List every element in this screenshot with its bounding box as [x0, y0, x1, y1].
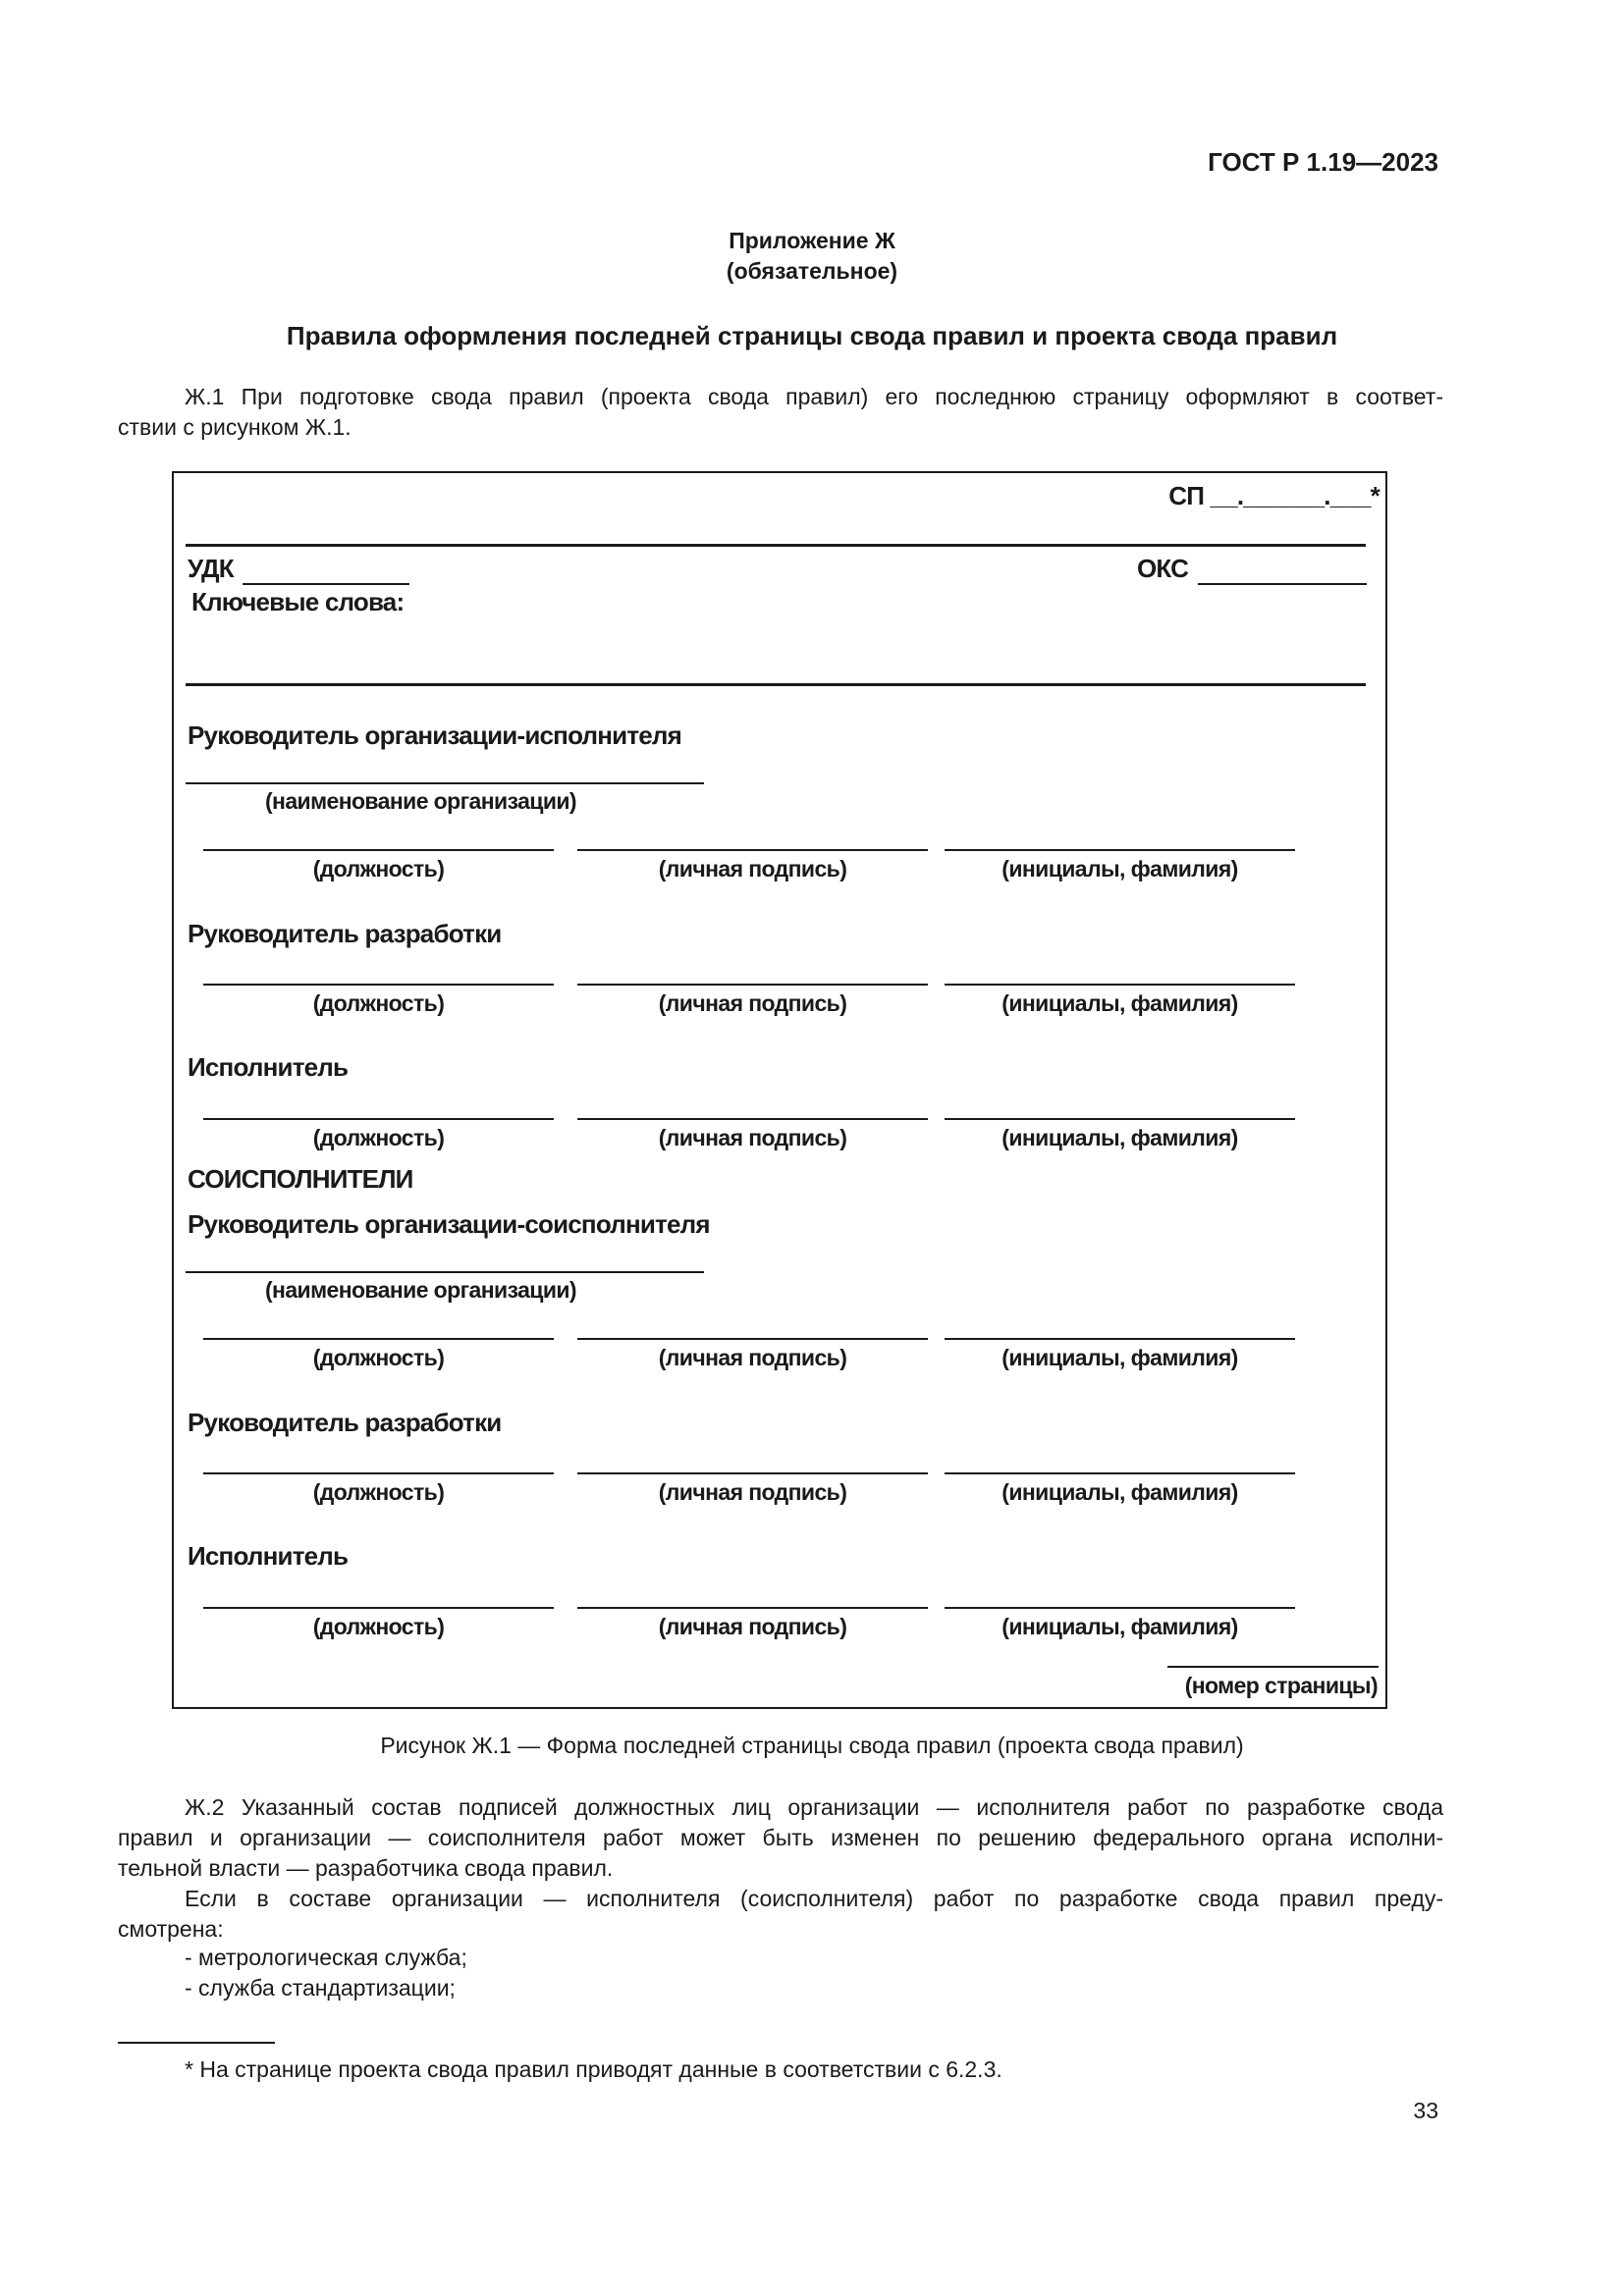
paragraph-zh1: [118, 382, 1443, 443]
signature-line: [577, 849, 928, 851]
standard-number: ГОСТ Р 1.19—2023: [1208, 147, 1438, 177]
position-line: [203, 1338, 554, 1340]
list-item: - служба стандартизации;: [185, 1975, 456, 2001]
last-page-form: [172, 471, 1387, 1709]
separator-line: [186, 544, 1366, 547]
position-line: [203, 1607, 554, 1609]
signature-caption: (личная подпись): [658, 1125, 847, 1150]
name-line: [945, 1118, 1295, 1120]
name-caption: (инициалы, фамилия): [1001, 1125, 1238, 1150]
name-caption: (инициалы, фамилия): [1001, 990, 1238, 1016]
page-number-caption: (номер страницы): [1184, 1673, 1378, 1698]
paragraph-text: ствии с рисунком Ж.1.: [118, 414, 352, 440]
signature-line: [577, 1607, 928, 1609]
paragraph-text: Ж.2 Указанный состав подписей должностных лиц организации — исполнителя работ по разработке свода: [185, 1794, 1443, 1820]
signature-line: [577, 1118, 928, 1120]
position-caption: (должность): [312, 1345, 445, 1370]
name-line: [945, 1607, 1295, 1609]
appendix-status: (обязательное): [726, 258, 898, 284]
page-number-line: [1167, 1666, 1379, 1668]
oks-field-line: [1198, 583, 1367, 585]
list-item: - метрологическая служба;: [185, 1945, 467, 1970]
name-line: [945, 1472, 1295, 1474]
position-caption: (должность): [312, 990, 445, 1016]
paragraph-zh2: [118, 1792, 1443, 1945]
oks-label: ОКС: [1137, 554, 1189, 583]
position-line: [203, 984, 554, 986]
head-org-coexecutor-label: Руководитель организации-соисполнителя: [188, 1209, 710, 1239]
signature-caption: (личная подпись): [658, 856, 847, 881]
executor-label: Исполнитель: [188, 1052, 349, 1082]
coexecutors-heading: СОИСПОЛНИТЕЛИ: [188, 1164, 413, 1194]
appendix-title: Приложение Ж: [729, 228, 895, 253]
position-caption: (должность): [312, 1125, 445, 1150]
name-caption: (инициалы, фамилия): [1001, 856, 1238, 881]
org-name-caption: (наименование организации): [265, 1277, 576, 1303]
position-line: [203, 1118, 554, 1120]
paragraph-text: Ж.1 При подготовке свода правил (проекта свода правил) его последнюю страницу оформляют в соответ-: [185, 384, 1443, 409]
position-caption: (должность): [312, 856, 445, 881]
footnote-separator: [118, 2042, 275, 2044]
name-caption: (инициалы, фамилия): [1001, 1614, 1238, 1639]
footnote: * На странице проекта свода правил приводят данные в соответствии с 6.2.3.: [185, 2056, 1002, 2082]
udk-field-line: [243, 583, 409, 585]
name-line: [945, 984, 1295, 986]
head-org-executor-label: Руководитель организации-исполнителя: [188, 721, 681, 750]
signature-caption: (личная подпись): [658, 1479, 847, 1505]
separator-line: [186, 683, 1366, 686]
position-line: [203, 1472, 554, 1474]
name-line: [945, 1338, 1295, 1340]
head-development-label: Руководитель разработки: [188, 1408, 502, 1437]
signature-line: [577, 984, 928, 986]
keywords-label: Ключевые слова:: [191, 587, 405, 616]
signature-caption: (личная подпись): [658, 1345, 847, 1370]
position-line: [203, 849, 554, 851]
org-name-line: [186, 1271, 704, 1273]
sp-code: СП __.______.___*: [1168, 481, 1380, 510]
org-name-line: [186, 782, 704, 784]
signature-line: [577, 1338, 928, 1340]
page-number: 33: [1413, 2098, 1438, 2123]
name-caption: (инициалы, фамилия): [1001, 1345, 1238, 1370]
name-line: [945, 849, 1295, 851]
udk-label: УДК: [188, 554, 234, 583]
position-caption: (должность): [312, 1614, 445, 1639]
paragraph-text: смотрена:: [118, 1916, 224, 1942]
name-caption: (инициалы, фамилия): [1001, 1479, 1238, 1505]
paragraph-text: тельной власти — разработчика свода правил.: [118, 1855, 614, 1881]
paragraph-text: правил и организации — соисполнителя работ может быть изменен по решению федерального органа исполни-: [118, 1825, 1443, 1850]
appendix-heading: Правила оформления последней страницы свода правил и проекта свода правил: [286, 321, 1338, 350]
signature-line: [577, 1472, 928, 1474]
figure-caption: Рисунок Ж.1 — Форма последней страницы свода правил (проекта свода правил): [380, 1733, 1244, 1758]
executor-label: Исполнитель: [188, 1541, 349, 1571]
position-caption: (должность): [312, 1479, 445, 1505]
org-name-caption: (наименование организации): [265, 788, 576, 814]
signature-caption: (личная подпись): [658, 990, 847, 1016]
signature-caption: (личная подпись): [658, 1614, 847, 1639]
head-development-label: Руководитель разработки: [188, 919, 502, 948]
paragraph-text: Если в составе организации — исполнителя (соисполнителя) работ по разработке свода правил преду-: [185, 1886, 1443, 1911]
